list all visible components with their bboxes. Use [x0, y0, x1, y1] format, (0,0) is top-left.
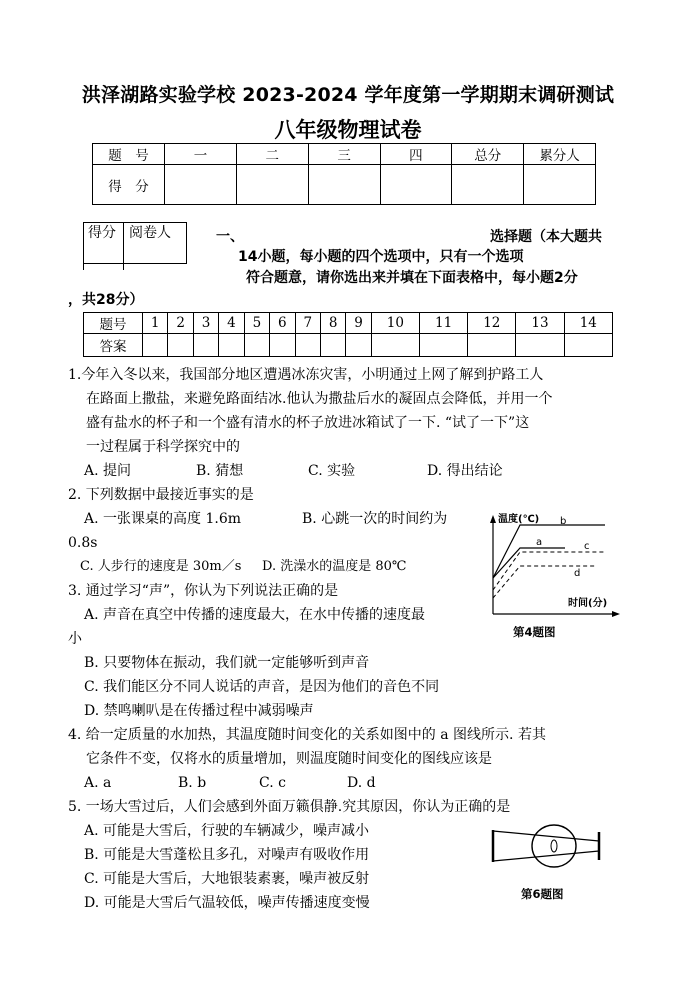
- q2-stem: 2. 下列数据中最接近事实的是: [68, 487, 254, 503]
- q1-option-d[interactable]: D. 得出结论: [427, 463, 503, 479]
- q4-stem-line1: 4. 给一定质量的水加热，其温度随时间变化的关系如图中的 a 图线所示. 若其: [68, 727, 546, 743]
- q5-option-a[interactable]: A. 可能是大雪后，行驶的车辆减少，噪声减小: [84, 823, 370, 839]
- answer-blank-cell[interactable]: [270, 334, 295, 357]
- answer-blank-cell[interactable]: [420, 334, 468, 357]
- answer-blank-cell[interactable]: [244, 334, 269, 357]
- answer-number-cell: 5: [244, 313, 269, 334]
- score-row-label: 得 分: [93, 165, 165, 205]
- q1-stem-line4: 一过程属于科学探究中的: [86, 439, 240, 455]
- score-blank-cell[interactable]: [165, 165, 237, 205]
- q2-option-d[interactable]: D. 洗澡水的温度是 80℃: [262, 559, 407, 574]
- score-blank-cell[interactable]: [308, 165, 380, 205]
- fig4-label-a: a: [536, 537, 543, 548]
- school-title: 洪泽湖路实验学校 2023-2024 学年度第一学期期末调研测试: [81, 84, 615, 106]
- answer-number-cell: 1: [143, 313, 168, 334]
- answer-number-cell: 4: [219, 313, 244, 334]
- answer-row-label: 答案: [84, 334, 143, 357]
- answer-number-cell: 11: [420, 313, 468, 334]
- fig4-ylabel: 温度(℃): [498, 514, 540, 525]
- score-header-cell: 三: [308, 144, 380, 165]
- fig6-upper-line: [493, 831, 599, 841]
- q4-option-a[interactable]: A. a: [84, 775, 112, 791]
- fig4-line-c: [493, 552, 605, 590]
- fig6-diagram: [488, 822, 608, 872]
- answer-blank-cell[interactable]: [468, 334, 516, 357]
- q3-option-d[interactable]: D. 禁鸣喇叭是在传播过程中减弱噪声: [84, 703, 314, 719]
- q1-option-c[interactable]: C. 实验: [308, 463, 356, 479]
- paper-title: 八年级物理试卷: [274, 118, 422, 142]
- q2-option-b[interactable]: B. 心跳一次的时间约为: [302, 511, 448, 527]
- score-table: [92, 143, 596, 205]
- score-header-cell: 题 号: [93, 144, 165, 165]
- answer-blank-cell[interactable]: [516, 334, 564, 357]
- fig4-label-b: b: [560, 516, 567, 527]
- answer-number-cell: 13: [516, 313, 564, 334]
- answer-table: [83, 312, 613, 357]
- answer-blank-cell[interactable]: [371, 334, 419, 357]
- section-heading-line1: 选择题（本大题共: [490, 229, 602, 245]
- q3-stem: 3. 通过学习“声”，你认为下列说法正确的是: [68, 583, 339, 599]
- q4-stem-line2: 它条件不变，仅将水的质量增加，则温度随时间变化的图线应该是: [86, 751, 492, 767]
- score-blank-cell[interactable]: [524, 165, 596, 205]
- score-blank-cell[interactable]: [236, 165, 308, 205]
- q3-option-a-cont: 小: [68, 631, 82, 647]
- fig4-x-arrow: [612, 611, 620, 617]
- q5-option-d[interactable]: D. 可能是大雪后气温较低，噪声传播速度变慢: [84, 895, 370, 911]
- answer-blank-cell[interactable]: [219, 334, 244, 357]
- answer-blank-cell[interactable]: [564, 334, 612, 357]
- score-blank-cell[interactable]: [380, 165, 452, 205]
- fig4-caption: 第4题图: [513, 625, 556, 639]
- score-header-cell: 四: [380, 144, 452, 165]
- answer-number-cell: 6: [270, 313, 295, 334]
- fig6-center-oval: [551, 840, 557, 852]
- section-heading-line2: 14小题，每小题的四个选项中，只有一个选项: [238, 249, 524, 265]
- fig6-caption: 第6题图: [521, 887, 564, 901]
- section-heading-line4: ，共28分）: [68, 292, 144, 308]
- q3-option-a[interactable]: A. 声音在真空中传播的速度最大，在水中传播的速度最: [84, 607, 426, 623]
- q4-option-d[interactable]: D. d: [347, 775, 376, 791]
- fig6-lower-line: [493, 851, 599, 861]
- score-blank-cell[interactable]: [452, 165, 524, 205]
- q3-option-b[interactable]: B. 只要物体在振动，我们就一定能够听到声音: [84, 655, 370, 671]
- fig4-label-d: d: [574, 568, 581, 579]
- fig4-y-arrow: [490, 515, 496, 523]
- q1-stem-line3: 盛有盐水的杯子和一个盛有清水的杯子放进冰箱试了一下. “试了一下”这: [86, 415, 530, 431]
- fig6-circle: [532, 825, 576, 867]
- answer-blank-cell[interactable]: [193, 334, 218, 357]
- section-number: 一、: [216, 229, 244, 245]
- grader-box: [83, 222, 185, 270]
- grader-score-label: 得分: [88, 225, 116, 241]
- q5-stem: 5. 一场大雪过后，人们会感到外面万籁俱静.究其原因，你认为正确的是: [68, 799, 511, 815]
- answer-blank-cell[interactable]: [143, 334, 168, 357]
- score-header-cell: 二: [236, 144, 308, 165]
- answer-header-label: 题号: [84, 313, 143, 334]
- q1-option-a[interactable]: A. 提问: [84, 463, 132, 479]
- answer-number-cell: 7: [295, 313, 320, 334]
- score-header-cell: 累分人: [524, 144, 596, 165]
- answer-blank-cell[interactable]: [346, 334, 371, 357]
- q1-stem-line1: 1.今年入冬以来，我国部分地区遭遇冰冻灾害，小明通过上网了解到护路工人: [68, 367, 544, 383]
- q2-option-c[interactable]: C. 人步行的速度是 30m／s: [80, 559, 242, 574]
- answer-number-cell: 3: [193, 313, 218, 334]
- answer-blank-cell[interactable]: [295, 334, 320, 357]
- grader-name-label: 阅卷人: [129, 225, 171, 241]
- q2-option-a[interactable]: A. 一张课桌的高度 1.6m: [84, 511, 242, 527]
- q2-option-b-cont: 0.8s: [68, 535, 98, 551]
- q3-option-c[interactable]: C. 我们能区分不同人说话的声音，是因为他们的音色不同: [84, 679, 440, 695]
- fig4-label-c: c: [584, 541, 590, 552]
- answer-number-cell: 10: [371, 313, 419, 334]
- answer-blank-cell[interactable]: [320, 334, 345, 357]
- q1-stem-line2: 在路面上撒盐，来避免路面结冰.他认为撒盐后水的凝固点会降低，并用一个: [86, 391, 553, 407]
- q1-option-b[interactable]: B. 猜想: [196, 463, 244, 479]
- fig4-xlabel: 时间(分): [568, 598, 608, 609]
- fig4-graph: [480, 510, 630, 638]
- score-header-cell: 一: [165, 144, 237, 165]
- answer-number-cell: 9: [346, 313, 371, 334]
- section-heading-line3: 符合题意，请你选出来并填在下面表格中，每小题2分: [246, 270, 578, 286]
- q5-option-c[interactable]: C. 可能是大雪后，大地银装素裹，噪声被反射: [84, 871, 370, 887]
- answer-blank-cell[interactable]: [168, 334, 193, 357]
- score-header-cell: 总分: [452, 144, 524, 165]
- answer-number-cell: 8: [320, 313, 345, 334]
- q5-option-b[interactable]: B. 可能是大雪蓬松且多孔，对噪声有吸收作用: [84, 847, 370, 863]
- q4-option-c[interactable]: C. c: [259, 775, 286, 791]
- q4-option-b[interactable]: B. b: [178, 775, 207, 791]
- answer-number-cell: 2: [168, 313, 193, 334]
- answer-number-cell: 12: [468, 313, 516, 334]
- answer-number-cell: 14: [564, 313, 612, 334]
